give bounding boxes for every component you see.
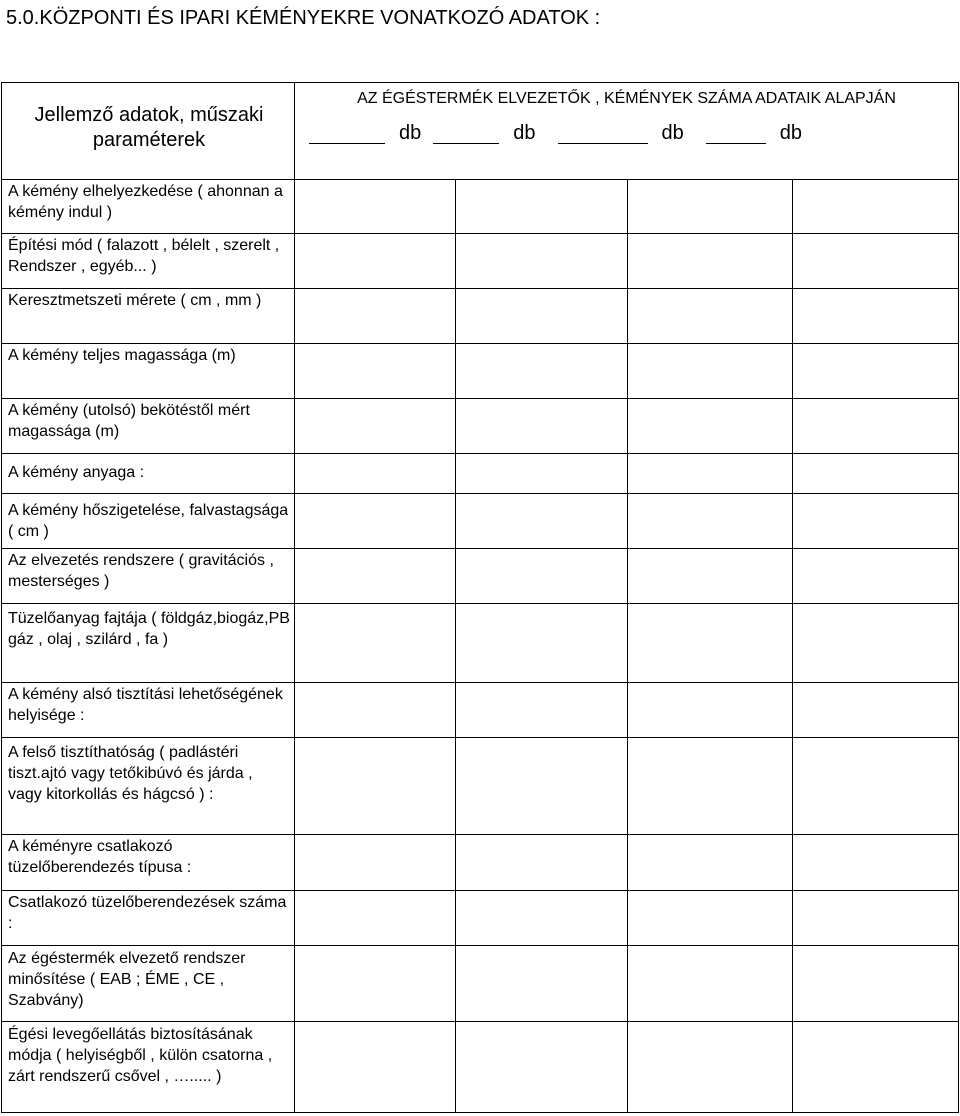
value-cell[interactable] (456, 1022, 628, 1113)
value-cell[interactable] (628, 289, 793, 344)
value-cell[interactable] (793, 399, 959, 454)
row-label: Égési levegőellátás biztosításának módja ( helyiségből , külön csatorna , zárt rendszerű csővel , …..... ) (2, 1022, 295, 1113)
row-label: A kéményre csatlakozó tüzelőberendezés típusa : (2, 835, 295, 891)
row-label: Tüzelőanyag fajtája ( földgáz,biogáz,PB gáz , olaj , szilárd , fa ) (2, 604, 295, 683)
value-cell[interactable] (456, 891, 628, 946)
table-row (2, 399, 959, 454)
db-unit-label-3: db (661, 122, 684, 144)
value-cell[interactable] (295, 399, 456, 454)
value-cell[interactable] (456, 454, 628, 494)
row-label: A felső tisztíthatóság ( padlástéri tiszt.ajtó vagy tetőkibúvó és járda , vagy kitorkollás és hágcsó ) : (2, 738, 295, 835)
value-cell[interactable] (793, 738, 959, 835)
value-cell[interactable] (456, 604, 628, 683)
row-label: A kémény teljes magassága (m) (2, 344, 295, 399)
row-label: Az égéstermék elvezető rendszer minősítése ( EAB ; ÉME , CE , Szabvány) (2, 946, 295, 1022)
value-cell[interactable] (295, 180, 456, 234)
value-cell[interactable] (793, 683, 959, 738)
value-cell[interactable] (793, 494, 959, 549)
row-label: A kémény (utolsó) bekötéstől mért magassága (m) (2, 399, 295, 454)
db-unit-label-4: db (779, 122, 802, 144)
db-blank-line-2[interactable] (433, 128, 499, 144)
table-row (2, 289, 959, 344)
value-cell[interactable] (295, 891, 456, 946)
value-cell[interactable] (295, 494, 456, 549)
db-unit-1 (295, 122, 433, 144)
value-cell[interactable] (456, 399, 628, 454)
row-label: Csatlakozó tüzelőberendezések száma : (2, 891, 295, 946)
value-cell[interactable] (628, 604, 793, 683)
value-cell[interactable] (793, 1022, 959, 1113)
value-cell[interactable] (793, 454, 959, 494)
table-row (2, 1022, 959, 1113)
value-cell[interactable] (295, 234, 456, 289)
value-cell[interactable] (456, 180, 628, 234)
db-unit-4 (696, 122, 802, 144)
value-cell[interactable] (793, 946, 959, 1022)
value-cell[interactable] (295, 738, 456, 835)
table-row (2, 604, 959, 683)
value-cell[interactable] (456, 234, 628, 289)
db-unit-label-2: db (513, 122, 536, 144)
params-header-cell (2, 83, 295, 180)
db-unit-label-1: db (399, 122, 422, 144)
db-units-row (295, 122, 958, 144)
table-row (2, 891, 959, 946)
value-cell[interactable] (456, 835, 628, 891)
chimney-count-header-label: AZ ÉGÉSTERMÉK ELVEZETŐK , KÉMÉNYEK SZÁMA ADATAIK ALAPJÁN (357, 90, 896, 107)
value-cell[interactable] (456, 683, 628, 738)
row-label: A kémény elhelyezkedése ( ahonnan a kémény indul ) (2, 180, 295, 234)
value-cell[interactable] (295, 1022, 456, 1113)
db-unit-2 (433, 122, 547, 144)
value-cell[interactable] (295, 289, 456, 344)
row-label: A kémény alsó tisztítási lehetőségének helyisége : (2, 683, 295, 738)
db-blank-line-3[interactable] (558, 128, 648, 144)
value-cell[interactable] (456, 946, 628, 1022)
value-cell[interactable] (628, 494, 793, 549)
row-label: A kémény anyaga : (2, 454, 295, 494)
chimney-count-header-cell (295, 83, 959, 180)
db-blank-line-1[interactable] (309, 128, 385, 144)
value-cell[interactable] (628, 738, 793, 835)
value-cell[interactable] (793, 180, 959, 234)
value-cell[interactable] (295, 946, 456, 1022)
value-cell[interactable] (295, 683, 456, 738)
row-label: Keresztmetszeti mérete ( cm , mm ) (2, 289, 295, 344)
value-cell[interactable] (628, 549, 793, 604)
value-cell[interactable] (793, 344, 959, 399)
value-cell[interactable] (628, 454, 793, 494)
value-cell[interactable] (456, 494, 628, 549)
db-unit-3 (548, 122, 696, 144)
value-cell[interactable] (456, 344, 628, 399)
value-cell[interactable] (793, 835, 959, 891)
value-cell[interactable] (295, 344, 456, 399)
value-cell[interactable] (295, 454, 456, 494)
row-label: Az elvezetés rendszere ( gravitációs , mesterséges ) (2, 549, 295, 604)
value-cell[interactable] (456, 549, 628, 604)
table-row (2, 946, 959, 1022)
value-cell[interactable] (793, 604, 959, 683)
table-row (2, 344, 959, 399)
table-row (2, 234, 959, 289)
table-row (2, 454, 959, 494)
value-cell[interactable] (628, 891, 793, 946)
row-label: Építési mód ( falazott , bélelt , szerelt , Rendszer , egyéb... ) (2, 234, 295, 289)
value-cell[interactable] (628, 234, 793, 289)
value-cell[interactable] (628, 683, 793, 738)
table-row (2, 738, 959, 835)
table-row (2, 683, 959, 738)
value-cell[interactable] (628, 344, 793, 399)
value-cell[interactable] (793, 234, 959, 289)
value-cell[interactable] (628, 180, 793, 234)
value-cell[interactable] (456, 289, 628, 344)
value-cell[interactable] (793, 891, 959, 946)
db-blank-line-4[interactable] (706, 128, 766, 144)
value-cell[interactable] (628, 1022, 793, 1113)
value-cell[interactable] (793, 549, 959, 604)
value-cell[interactable] (295, 549, 456, 604)
page-title: 5.0.KÖZPONTI ÉS IPARI KÉMÉNYEKRE VONATKOZÓ ADATOK : (6, 7, 601, 29)
params-header-label: Jellemző adatok, műszaki paraméterek (34, 104, 264, 151)
value-cell[interactable] (456, 738, 628, 835)
table-row (2, 549, 959, 604)
table-row (2, 180, 959, 234)
table-row (2, 835, 959, 891)
table-row (2, 494, 959, 549)
chimney-data-table (1, 82, 959, 1113)
value-cell[interactable] (628, 399, 793, 454)
row-label: A kémény hőszigetelése, falvastagsága ( cm ) (2, 494, 295, 549)
value-cell[interactable] (628, 835, 793, 891)
value-cell[interactable] (793, 289, 959, 344)
value-cell[interactable] (628, 946, 793, 1022)
value-cell[interactable] (295, 604, 456, 683)
value-cell[interactable] (295, 835, 456, 891)
